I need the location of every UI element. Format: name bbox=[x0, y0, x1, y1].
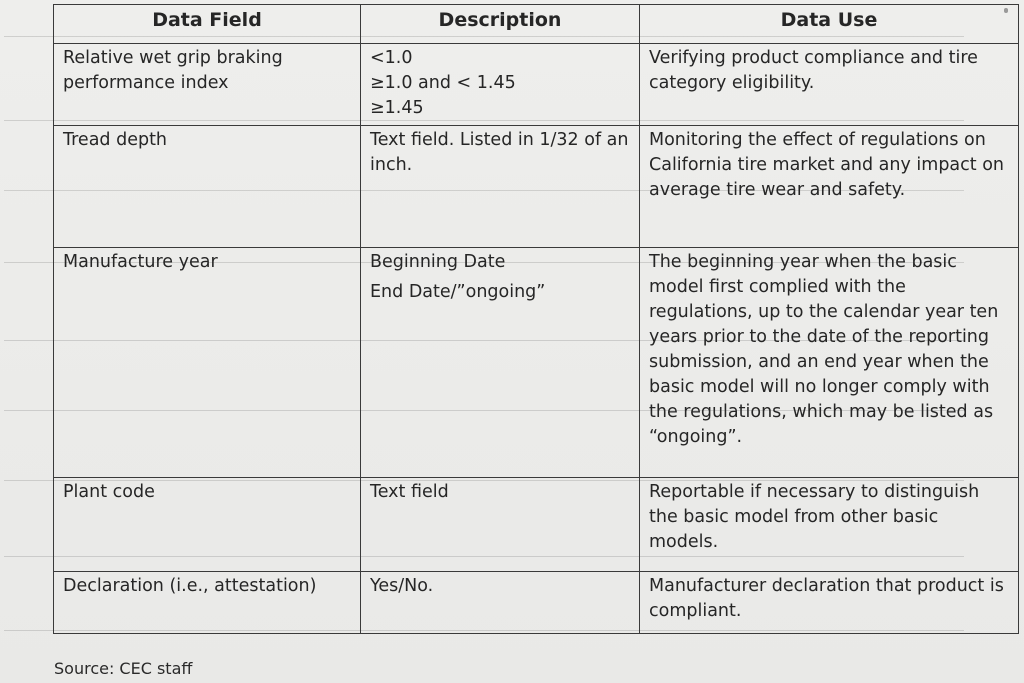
description-line: Beginning Date bbox=[370, 252, 506, 272]
description-line: ≥1.0 and < 1.45 bbox=[370, 73, 516, 93]
table-row bbox=[54, 572, 1019, 634]
row-description bbox=[361, 248, 640, 478]
header-data-field: Data Field bbox=[54, 5, 361, 44]
header-data-use: Data Use bbox=[640, 5, 1019, 44]
row-use: Manufacturer declaration that product is compliant. bbox=[640, 572, 1019, 634]
row-use: Verifying product compliance and tire category eligibility. bbox=[640, 44, 1019, 126]
row-description bbox=[361, 44, 640, 126]
header-description: Description bbox=[361, 5, 640, 44]
table-row bbox=[54, 248, 1019, 478]
source-note: Source: CEC staff bbox=[54, 659, 193, 678]
row-field: Relative wet grip braking performance index bbox=[54, 44, 361, 126]
description-line: ≥1.45 bbox=[370, 98, 424, 118]
table-row bbox=[54, 126, 1019, 248]
row-field: Declaration (i.e., attestation) bbox=[54, 572, 361, 634]
row-use: Reportable if necessary to distinguish the basic model from other basic models. bbox=[640, 478, 1019, 572]
row-description: Yes/No. bbox=[361, 572, 640, 634]
table-row bbox=[54, 44, 1019, 126]
data-table bbox=[53, 4, 1019, 634]
table-row bbox=[54, 478, 1019, 572]
row-field: Manufacture year bbox=[54, 248, 361, 478]
row-description: Text field. Listed in 1/32 of an inch. bbox=[361, 126, 640, 248]
row-use: The beginning year when the basic model first complied with the regulations, up to the calendar year ten years prior to the date of the reporting submission, and an end year when the basic model will no longer comply with the regulations, which may be listed as “ongoing”. bbox=[640, 248, 1019, 478]
row-field: Plant code bbox=[54, 478, 361, 572]
scan-speck bbox=[1004, 8, 1008, 13]
row-use: Monitoring the effect of regulations on California tire market and any impact on average tire wear and safety. bbox=[640, 126, 1019, 248]
table-header-row bbox=[54, 5, 1019, 44]
row-field: Tread depth bbox=[54, 126, 361, 248]
row-description: Text field bbox=[361, 478, 640, 572]
description-line: <1.0 bbox=[370, 48, 413, 68]
description-line: End Date/”ongoing” bbox=[370, 282, 546, 302]
